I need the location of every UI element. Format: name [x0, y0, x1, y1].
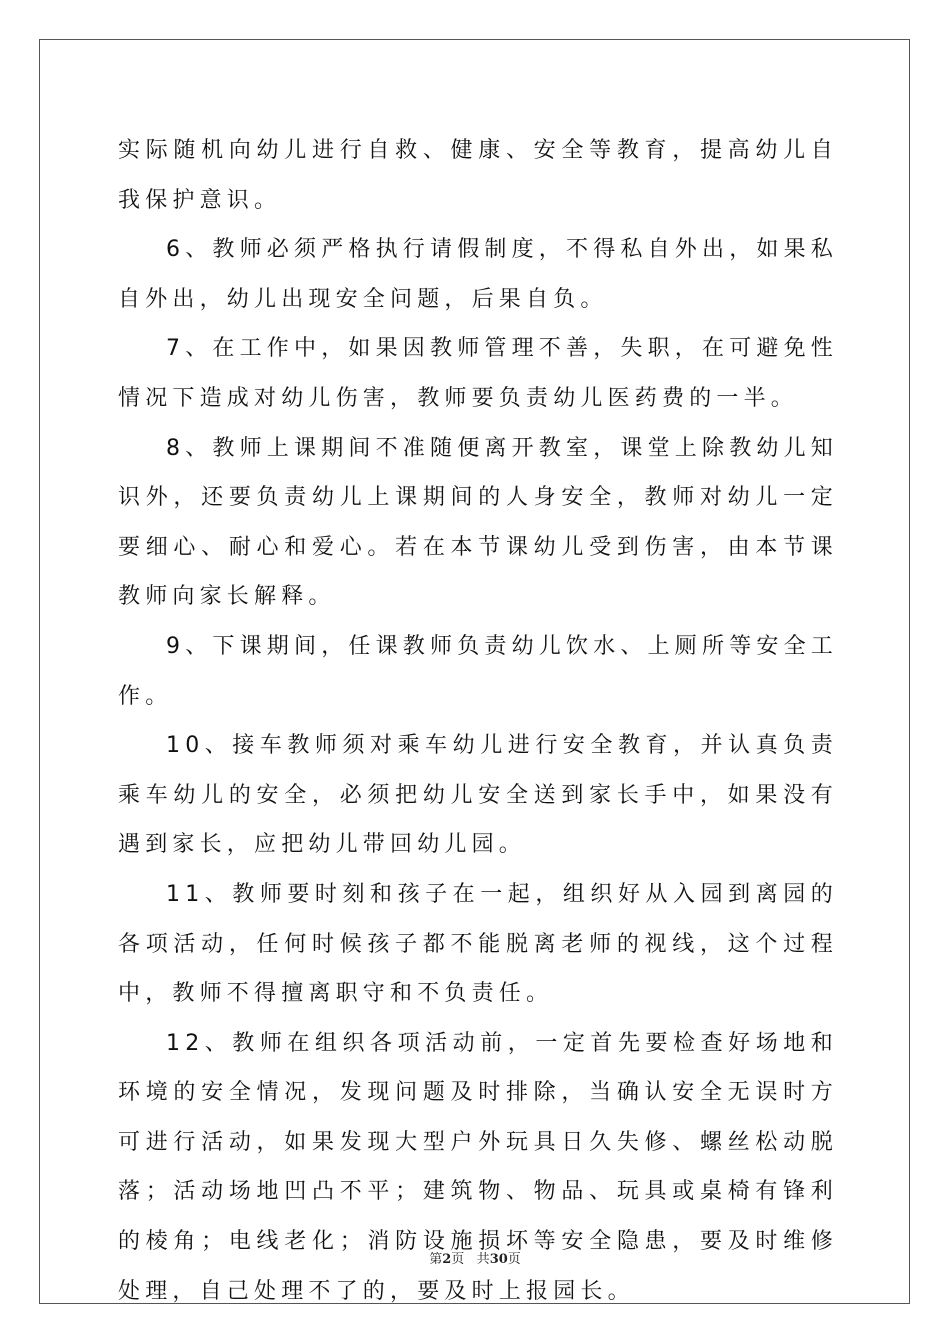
page-number: 2 [442, 1252, 452, 1267]
page-prefix: 第 [429, 1252, 443, 1267]
total-prefix: 共 [476, 1252, 490, 1267]
page-suffix: 页 [451, 1252, 465, 1267]
paragraph: 实际随机向幼儿进行自救、健康、安全等教育，提高幼儿自我保护意识。 [118, 138, 838, 213]
total-pages: 30 [489, 1252, 508, 1267]
paragraph: 8、教师上课期间不准随便离开教室，课堂上除教幼儿知识外，还要负责幼儿上课期间的人身安全，教师对幼儿一定要细心、耐心和爱心。若在本节课幼儿受到伤害，由本节课教师向家长解释。 [118, 435, 838, 610]
paragraph: 9、下课期间，任课教师负责幼儿饮水、上厕所等安全工作。 [118, 633, 838, 709]
paragraph: 11、教师要时刻和孩子在一起，组织好从入园到离园的各项活动，任何时候孩子都不能脱离老师的视线，这个过程中，教师不得擅离职守和不负责任。 [118, 881, 838, 1007]
paragraph: 12、教师在组织各项活动前，一定首先要检查好场地和环境的安全情况，发现问题及时排除，当确认安全无误时方可进行活动，如果发现大型户外玩具日久失修、螺丝松动脱落；活动场地凹凸不平；建筑物、物品、玩具或桌椅有锋利的棱角；电线老化；消防设施损坏等安全隐患，要及时维修处理，自己处理不了的，要及时上报园长。 [118, 1030, 838, 1304]
document-body [118, 126, 838, 1316]
total-suffix: 页 [507, 1252, 521, 1267]
paragraph: 7、在工作中，如果因教师管理不善，失职，在可避免性情况下造成对幼儿伤害，教师要负责幼儿医药费的一半。 [118, 336, 838, 411]
paragraph: 6、教师必须严格执行请假制度，不得私自外出，如果私自外出，幼儿出现安全问题，后果自负。 [118, 237, 838, 312]
paragraph: 10、接车教师须对乘车幼儿进行安全教育，并认真负责乘车幼儿的安全，必须把幼儿安全送到家长手中，如果没有遇到家长，应把幼儿带回幼儿园。 [118, 733, 838, 858]
page-footer [0, 1248, 950, 1267]
